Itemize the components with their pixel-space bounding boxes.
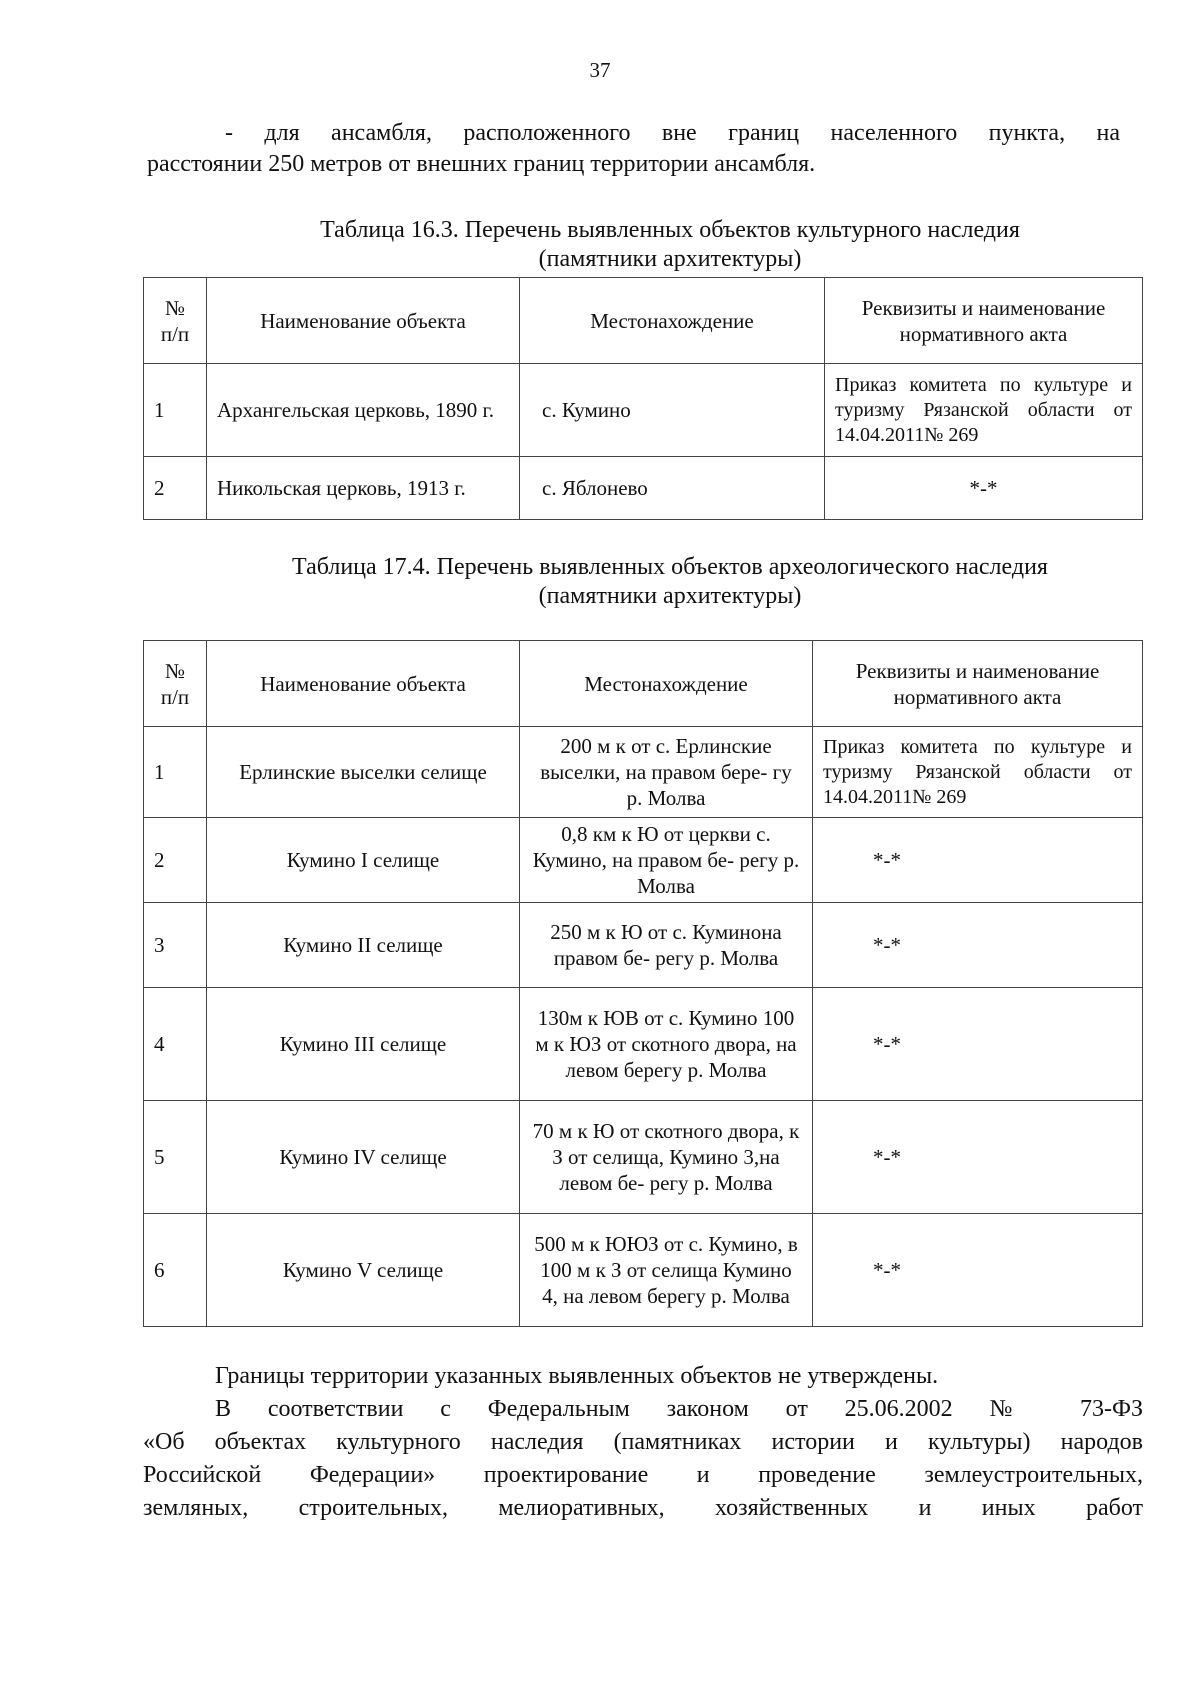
closing-paragraph <box>143 1360 1143 1525</box>
cell-normative-act: *-* <box>813 988 1143 1101</box>
intro-line-1: - для ансамбля, расположенного вне границ населенного пункта, на <box>225 120 1120 146</box>
cell-number: 5 <box>144 1101 207 1214</box>
closing-line-4: Российской Федерации» проектирование и проведение землеустроительных, <box>143 1462 1143 1488</box>
table-row <box>144 1214 1143 1327</box>
cell-number: 3 <box>144 903 207 988</box>
cell-object-name: Кумино II селище <box>207 903 520 988</box>
table1-caption-line-2: (памятники архитектуры) <box>538 246 802 272</box>
cell-number: 2 <box>144 818 207 903</box>
table-row <box>144 457 1143 520</box>
table-header-row <box>144 641 1143 727</box>
table1-caption <box>140 216 1120 274</box>
cell-normative-act: *-* <box>825 457 1143 520</box>
cell-object-name: Кумино IV селище <box>207 1101 520 1214</box>
page-number: 37 <box>589 58 611 82</box>
cell-normative-act: Приказ комитета по культуре и туризму Рязанской области от 14.04.2011№ 269 <box>825 364 1143 457</box>
cell-normative-act: *-* <box>813 1214 1143 1327</box>
header-number: № п/п <box>144 278 207 364</box>
table-row <box>144 1101 1143 1214</box>
closing-line-5: земляных, строительных, мелиоративных, хозяйственных и иных работ <box>143 1495 1143 1521</box>
closing-line-1: Границы территории указанных выявленных объектов не утверждены. <box>215 1363 939 1389</box>
cell-number: 4 <box>144 988 207 1101</box>
header-number: № п/п <box>144 641 207 727</box>
cell-object-name: Кумино V селище <box>207 1214 520 1327</box>
cell-object-name: Никольская церковь, 1913 г. <box>207 457 520 520</box>
intro-line-2: расстоянии 250 метров от внешних границ территории ансамбля. <box>147 151 816 177</box>
header-normative-act: Реквизиты и наименование нормативного акта <box>813 641 1143 727</box>
closing-line-3: «Об объектах культурного наследия (памятниках истории и культуры) народов <box>143 1429 1143 1455</box>
cell-number: 1 <box>144 364 207 457</box>
cell-location: 200 м к от с. Ерлинские выселки, на правом бере- гу р. Молва <box>520 727 813 818</box>
table-row <box>144 364 1143 457</box>
cell-location: с. Яблонево <box>520 457 825 520</box>
cell-object-name: Архангельская церковь, 1890 г. <box>207 364 520 457</box>
table1-caption-line-1: Таблица 16.3. Перечень выявленных объектов культурного наследия <box>320 217 1020 243</box>
table-archaeological-heritage <box>143 640 1143 1327</box>
cell-object-name: Ерлинские выселки селище <box>207 727 520 818</box>
cell-location: 130м к ЮВ от с. Кумино 100 м к ЮЗ от скотного двора, на левом берегу р. Молва <box>520 988 813 1101</box>
table-row <box>144 818 1143 903</box>
table2-caption <box>140 553 1120 611</box>
cell-number: 6 <box>144 1214 207 1327</box>
cell-location: 70 м к Ю от скотного двора, к З от селища, Кумино 3,на левом бе- регу р. Молва <box>520 1101 813 1214</box>
header-location: Местонахождение <box>520 641 813 727</box>
cell-normative-act: *-* <box>813 818 1143 903</box>
closing-line-2: В соответствии с Федеральным законом от 25.06.2002 № 73-ФЗ <box>215 1396 1143 1422</box>
table2-caption-line-2: (памятники архитектуры) <box>538 583 802 609</box>
cell-location: 250 м к Ю от с. Куминона правом бе- регу р. Молва <box>520 903 813 988</box>
cell-number: 1 <box>144 727 207 818</box>
cell-number: 2 <box>144 457 207 520</box>
table-row <box>144 727 1143 818</box>
cell-normative-act: Приказ комитета по культуре и туризму Рязанской области от 14.04.2011№ 269 <box>813 727 1143 818</box>
header-location: Местонахождение <box>520 278 825 364</box>
header-normative-act: Реквизиты и наименование нормативного акта <box>825 278 1143 364</box>
cell-location: 0,8 км к Ю от церкви с. Кумино, на правом бе- регу р. Молва <box>520 818 813 903</box>
intro-paragraph <box>147 118 1120 180</box>
cell-object-name: Кумино III селище <box>207 988 520 1101</box>
table-architecture-monuments <box>143 277 1143 520</box>
table2-caption-line-1: Таблица 17.4. Перечень выявленных объектов археологического наследия <box>292 554 1048 580</box>
header-object-name: Наименование объекта <box>207 641 520 727</box>
cell-normative-act: *-* <box>813 903 1143 988</box>
cell-location: с. Кумино <box>520 364 825 457</box>
table-row <box>144 988 1143 1101</box>
table-row <box>144 903 1143 988</box>
header-object-name: Наименование объекта <box>207 278 520 364</box>
table-header-row <box>144 278 1143 364</box>
cell-normative-act: *-* <box>813 1101 1143 1214</box>
cell-object-name: Кумино I селище <box>207 818 520 903</box>
cell-location: 500 м к ЮЮЗ от с. Кумино, в 100 м к З от селища Кумино 4, на левом берегу р. Молва <box>520 1214 813 1327</box>
